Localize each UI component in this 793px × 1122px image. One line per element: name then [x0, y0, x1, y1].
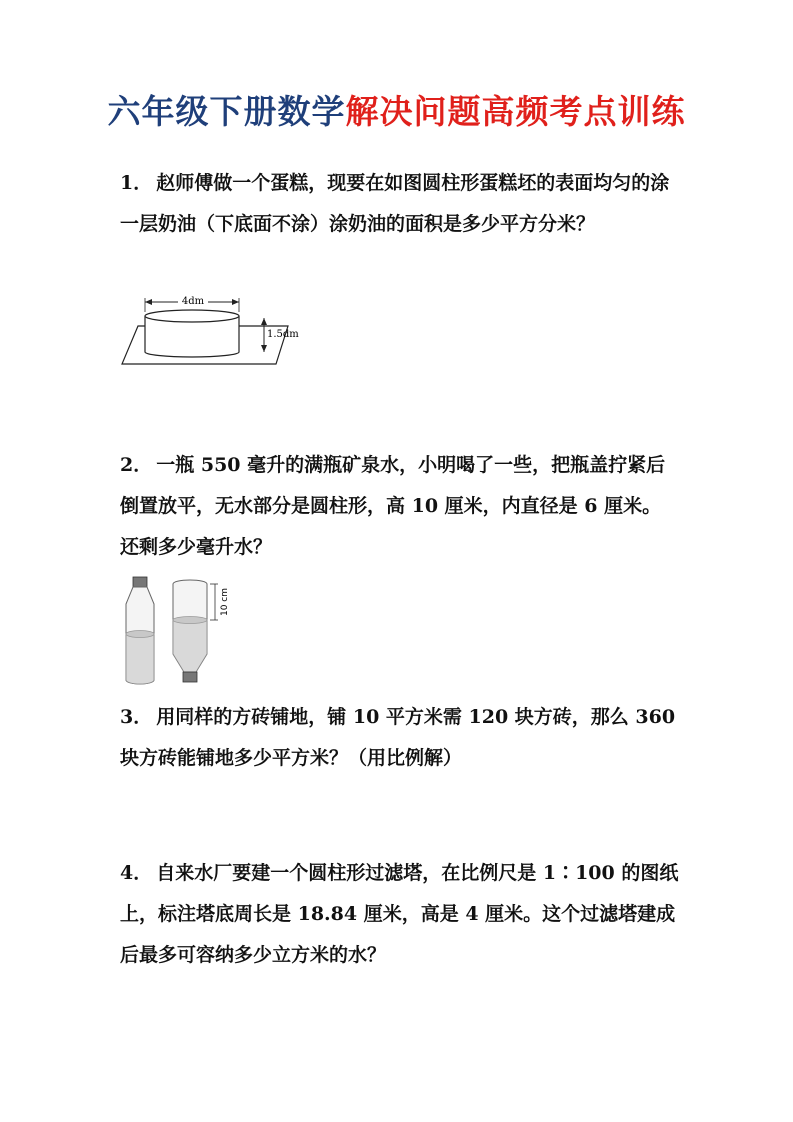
- question-number: 1．: [120, 172, 153, 194]
- question-text: 自来水厂要建一个圆柱形过滤塔，在比例尺是 1∶100 的图纸上，标注塔底周长是 18.84 厘米，高是 4 厘米。这个过滤塔建成后最多可容纳多少立方米的水？: [120, 862, 679, 966]
- question-4: [120, 853, 680, 976]
- cake-cylinder-figure: [118, 290, 318, 370]
- question-number: 2．: [120, 454, 153, 476]
- question-3: [120, 697, 680, 779]
- question-2: [120, 445, 680, 568]
- question-number: 3．: [120, 706, 153, 728]
- diameter-label: 4dm: [181, 296, 205, 307]
- bottle-figure: [118, 574, 248, 690]
- height-label: 1.5dm: [267, 329, 299, 340]
- question-text: 一瓶 550 毫升的满瓶矿泉水，小明喝了一些，把瓶盖拧紧后倒置放平，无水部分是圆柱形，高 10 厘米，内直径是 6 厘米。还剩多少毫升水？: [120, 454, 666, 558]
- page-title: [0, 86, 793, 133]
- height-label: 10 cm: [220, 587, 230, 617]
- question-text: 用同样的方砖铺地，铺 10 平方米需 120 块方砖，那么 360 块方砖能铺地多少平方米？（用比例解）: [120, 706, 676, 769]
- question-number: 4．: [120, 862, 153, 884]
- title-part-blue: 六年级下册数学: [107, 92, 346, 131]
- question-1: [120, 163, 680, 245]
- title-part-red: 解决问题高频考点训练: [345, 92, 686, 131]
- question-text: 赵师傅做一个蛋糕，现要在如图圆柱形蛋糕坯的表面均匀的涂一层奶油（下底面不涂）涂奶油的面积是多少平方分米？: [120, 172, 670, 235]
